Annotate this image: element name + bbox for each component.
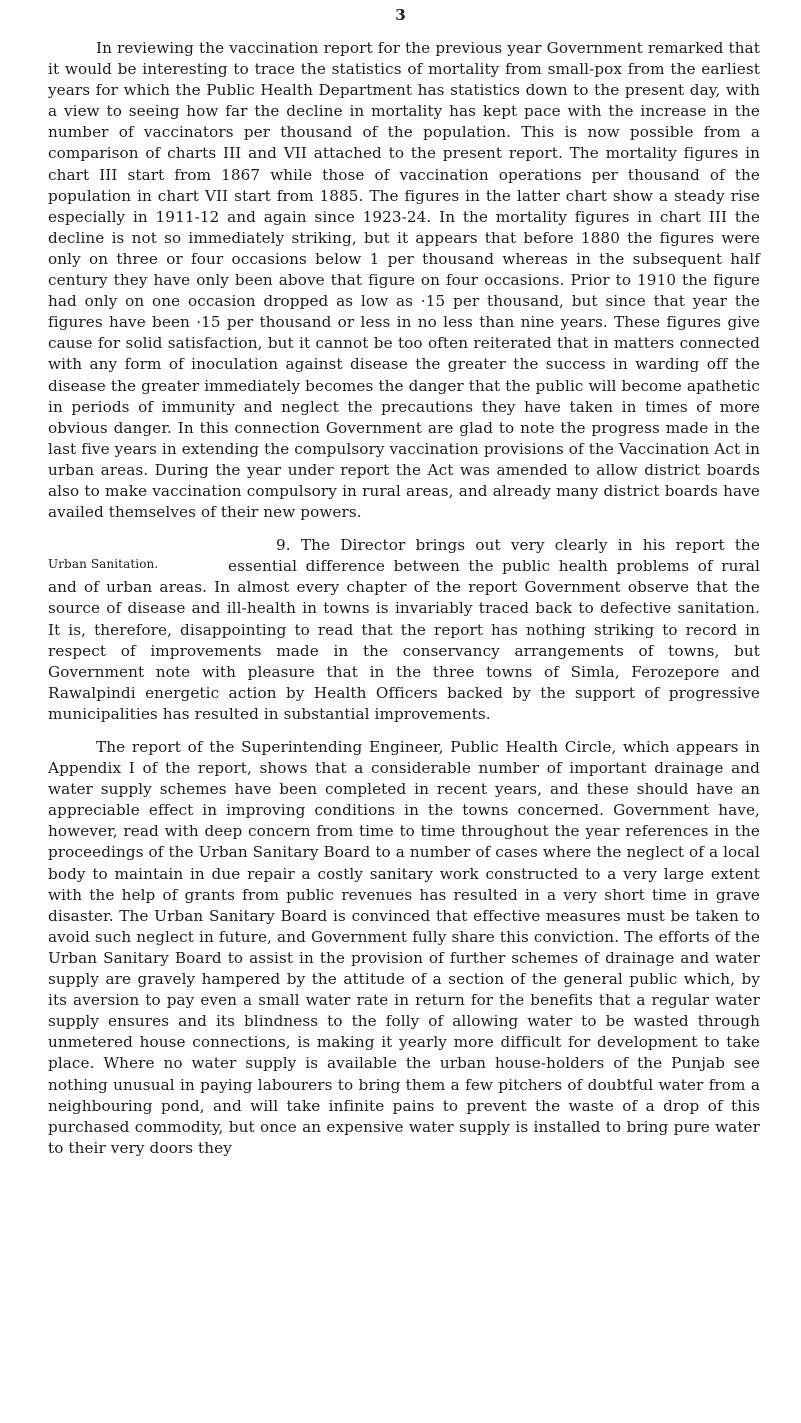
margin-note-urban-sanitation: Urban Sanitation. — [48, 557, 159, 572]
paragraph-text: The Director brings out very clearly in his report the essential difference between the public health problems of rural and of urban areas. In almost every chapter of the report Government observe that the source of disease and ill-health in towns is invariably traced back to defective sanitation. It is, therefore, disappointing to read that the report has nothing striking to record in respect of improvements made in the conservancy arrangements of towns, but Government note with pleasure that in the three towns of Simla, Ferozepore and Rawalpindi energetic action by Health Officers backed by the support of progressive municipalities has resulted in substantial improvements. — [48, 536, 760, 723]
paragraph-number: 9. — [276, 536, 291, 555]
paragraph-urban-sanitation — [48, 535, 760, 725]
page-number: 3 — [395, 6, 406, 24]
body-text — [48, 38, 760, 1159]
paragraph-water-supply: The report of the Superintending Engineer, Public Health Circle, which appears in Appendix I of the report, shows that a considerable number of important drainage and water supply schemes have been completed in recent years, and these should have an appreciable effect in improving conditions in the towns concerned. Government have, however, read with deep concern from time to time throughout the year references in the proceedings of the Urban Sanitary Board to a number of cases where the neglect of a local body to maintain in due repair a costly sanitary work constructed to a very large extent with the help of grants from public revenues has resulted in a very short time in grave disaster. The Urban Sanitary Board is convinced that effective measures must be taken to avoid such neglect in future, and Government fully share this conviction. The efforts of the Urban Sanitary Board to assist in the provision of further schemes of drainage and water supply are gravely hampered by the attitude of a section of the general public which, by its aversion to pay even a small water rate in return for the benefits that a regular water supply ensures and its blindness to the folly of allowing water to be wasted through unmetered house connections, is making it yearly more difficult for development to take place. Where no water supply is available the urban house-holders of the Punjab see nothing unusual in paying labourers to bring them a few pitchers of doubtful water from a neighbouring pond, and will take infinite pains to prevent the waste of a drop of this purchased commodity, but once an expensive water supply is installed to bring pure water to their very doors they — [48, 738, 760, 1157]
paragraph-vaccination: In reviewing the vaccination report for the previous year Government remarked that it would be interesting to trace the statistics of mortality from small-pox from the earliest years for which the Public Health Department has statistics down to the present day, with a view to seeing how far the decline in mortality has kept pace with the increase in the number of vaccinators per thousand of the population. This is now possible from a comparison of charts III and VII attached to the present report. The mortality figures in chart III start from 1867 while those of vaccination operations per thousand of the population in chart VII start from 1885. The figures in the latter chart show a steady rise especially in 1911-12 and again since 1923-24. In the mortality figures in chart III the decline is not so immediately striking, but it appears that before 1880 the figures were only on three or four occasions below 1 per thousand whereas in the subsequent half century they have only been above that figure on four occasions. Prior to 1910 the figure had only on one occasion dropped as low as ·15 per thousand, but since that year the figures have been ·15 per thousand or less in no less than nine years. These figures give cause for solid satisfaction, but it cannot be too often reiterated that in matters connected with any form of inoculation against disease the greater the success in warding off the disease the greater immediately becomes the danger that the public will become apathetic in periods of immunity and neglect the precautions they have taken in times of more obvious danger. In this connection Government are glad to note the progress made in the last five years in extending the compulsory vaccination provisions of the Vaccination Act in urban areas. During the year under report the Act was amended to allow district boards also to make vaccination compulsory in rural areas, and already many district boards have availed themselves of their new powers. — [48, 39, 760, 522]
